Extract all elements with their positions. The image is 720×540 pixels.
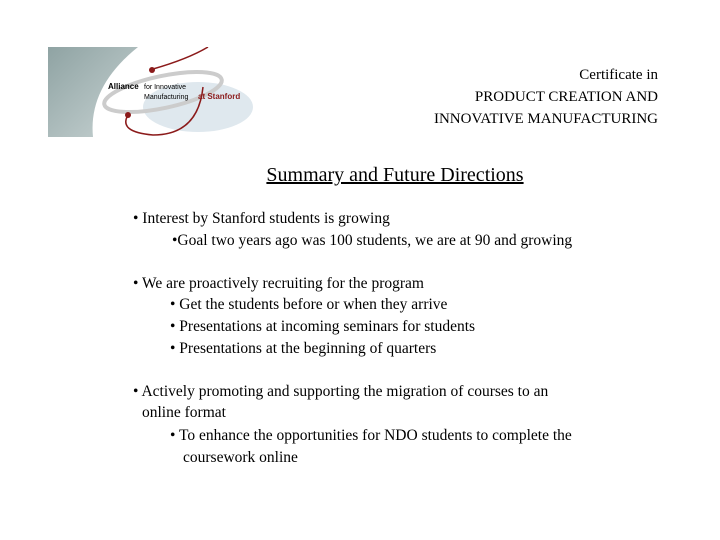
cert-line: PRODUCT CREATION AND	[474, 89, 658, 105]
svg-text:Alliance: Alliance	[108, 82, 139, 91]
bullet: • We are proactively recruiting for the program	[133, 275, 424, 292]
sub-bullet: •Goal two years ago was 100 students, we are at 90 and growing	[172, 232, 573, 249]
sub-bullet: • To enhance the opportunities for NDO students to complete the	[170, 427, 572, 444]
sub-bullet: • Presentations at incoming seminars for students	[170, 318, 476, 335]
cert-line: INNOVATIVE MANUFACTURING	[433, 111, 658, 127]
svg-text:for Innovative: for Innovative	[144, 84, 187, 91]
sub-bullet-continuation: coursework online	[183, 449, 298, 466]
bullet-continuation: online format	[142, 404, 226, 421]
certificate-heading	[434, 64, 658, 130]
svg-text:at Stanford: at Stanford	[198, 92, 241, 101]
svg-text:Manufacturing: Manufacturing	[144, 94, 189, 101]
bullet: • Actively promoting and supporting the migration of courses to an	[133, 383, 549, 400]
slide-title: Summary and Future Directions	[266, 164, 524, 186]
bullet: • Interest by Stanford students is growing	[133, 210, 390, 227]
alliance-logo	[48, 47, 268, 137]
cert-line: Certificate in	[579, 67, 658, 83]
sub-bullet: • Presentations at the beginning of quarters	[170, 340, 437, 357]
sub-bullet: • Get the students before or when they arrive	[170, 296, 448, 313]
